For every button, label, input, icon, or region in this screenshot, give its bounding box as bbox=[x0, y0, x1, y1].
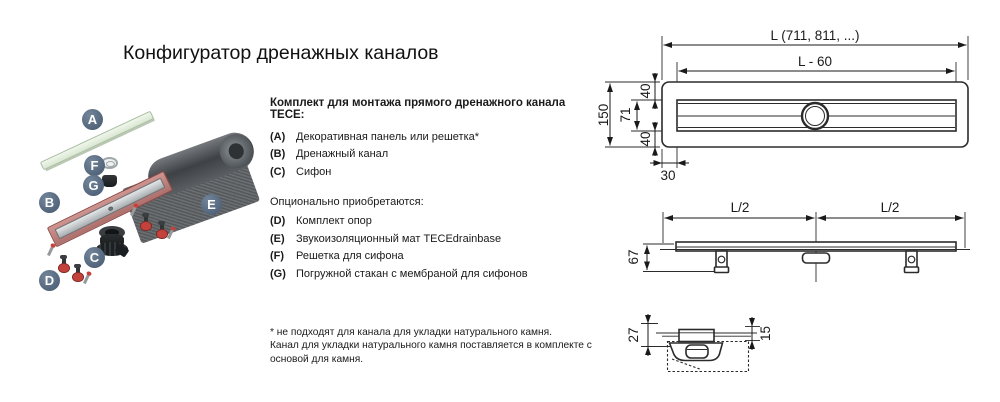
dim-offset-top: 40 bbox=[638, 83, 653, 99]
section-view-drawing bbox=[626, 314, 773, 372]
list-item-C bbox=[270, 163, 592, 181]
dim-side-margin: 30 bbox=[660, 168, 676, 183]
footnote-line: Канал для укладки натурального камня поставляется в комплекте с bbox=[270, 340, 592, 351]
item-label: Решетка для сифона bbox=[296, 250, 404, 263]
dim-edge-height: 15 bbox=[758, 325, 773, 342]
list-item-D bbox=[270, 213, 592, 231]
item-key: (E) bbox=[270, 232, 285, 245]
item-key: (C) bbox=[270, 165, 286, 178]
mat-roll-end bbox=[215, 130, 258, 173]
item-key: (D) bbox=[270, 215, 286, 228]
top-view-drawing bbox=[596, 28, 968, 183]
outlet-stub bbox=[803, 253, 830, 263]
label-badge-G: G bbox=[83, 175, 104, 196]
item-label: Комплект опор bbox=[296, 215, 372, 228]
support-foot bbox=[155, 221, 168, 239]
list-item-E bbox=[270, 230, 592, 248]
drain-hole bbox=[107, 205, 113, 211]
label-badge-C: C bbox=[84, 247, 105, 268]
dim-half-right: L/2 bbox=[880, 200, 900, 215]
support-foot bbox=[57, 255, 70, 273]
list-item-G bbox=[270, 265, 592, 283]
footnote bbox=[270, 326, 592, 367]
item-label: Дренажный канал bbox=[296, 148, 389, 161]
channel-section-outline bbox=[679, 330, 714, 342]
label-badge-D: D bbox=[39, 270, 60, 291]
list-item-A bbox=[270, 128, 592, 146]
dim-offset-bottom: 40 bbox=[638, 131, 653, 147]
label-badge-E: E bbox=[201, 194, 222, 215]
page-title: Конфигуратор дренажных каналов bbox=[123, 42, 439, 64]
kit-header: Комплект для монтажа прямого дренажного канала TECE: bbox=[270, 97, 566, 121]
side-view-drawing bbox=[626, 200, 970, 282]
support-foot bbox=[71, 264, 84, 282]
item-key: (F) bbox=[270, 250, 285, 263]
label-badge-B: B bbox=[39, 192, 60, 213]
support-bracket bbox=[905, 251, 919, 273]
screw-pin bbox=[47, 246, 54, 256]
list-item-B bbox=[270, 146, 592, 164]
footnote-line: * не подходят для канала для укладки натурального камня. bbox=[270, 326, 552, 338]
item-key: (A) bbox=[270, 130, 286, 143]
item-label: Декоративная панель или решетка* bbox=[296, 130, 480, 143]
dim-total-height: 150 bbox=[596, 103, 611, 127]
list-item-F bbox=[270, 248, 592, 266]
item-label: Звукоизоляционный мат TECEdrainbase bbox=[296, 232, 502, 245]
item-key: (B) bbox=[270, 148, 286, 161]
label-badge-A: A bbox=[82, 109, 103, 130]
dim-half-left: L/2 bbox=[730, 200, 750, 215]
dim-length: L (711, 811, ...) bbox=[770, 28, 860, 43]
item-label: Сифон bbox=[296, 165, 332, 178]
immersion-cup-illustration bbox=[102, 175, 117, 187]
dim-channel-depth: 27 bbox=[626, 327, 641, 343]
optional-header: Опционально приобретаются: bbox=[270, 195, 424, 208]
dim-height: 67 bbox=[626, 249, 641, 265]
parts-list bbox=[270, 97, 592, 366]
support-bracket bbox=[715, 251, 729, 273]
screw-pin bbox=[83, 274, 90, 284]
dim-inner-length: L - 60 bbox=[797, 54, 833, 69]
footnote-line: основой для камня. bbox=[270, 353, 364, 365]
item-label: Погружной стакан с мембраной для сифонов bbox=[296, 267, 528, 280]
item-key: (G) bbox=[270, 267, 286, 280]
label-badge-F: F bbox=[84, 155, 105, 176]
support-foot bbox=[139, 213, 152, 231]
dim-channel-height: 71 bbox=[618, 107, 633, 123]
technical-drawings bbox=[595, 10, 995, 402]
